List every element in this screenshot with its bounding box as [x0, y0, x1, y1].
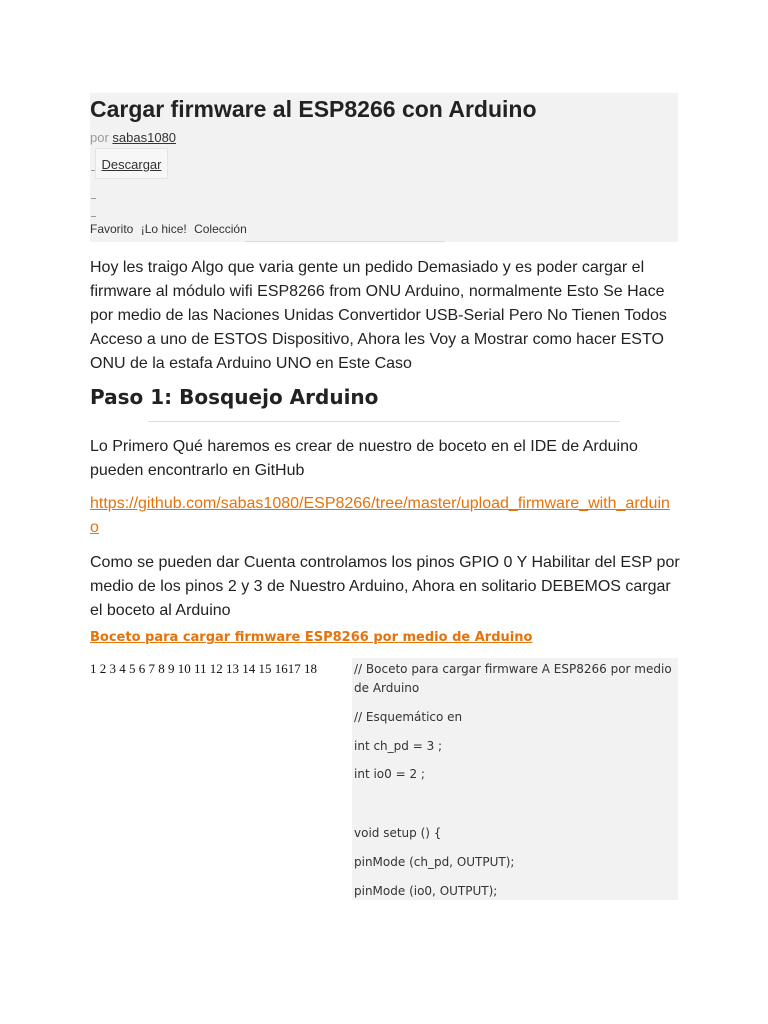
favorite-action[interactable]: Favorito [90, 222, 134, 236]
code-line: // Esquemático en [354, 710, 463, 724]
step-title: Paso 1: Bosquejo Arduino [90, 385, 379, 409]
code-line: pinMode (ch_pd, OUTPUT); [354, 855, 515, 869]
code-block [352, 658, 678, 900]
article-title: Cargar firmware al ESP8266 con Arduino [90, 96, 537, 122]
article-actions [90, 222, 251, 236]
by-label: por [90, 130, 109, 145]
code-line: int io0 = 2 ; [354, 767, 425, 781]
divider [245, 241, 445, 242]
code-line: int ch_pd = 3 ; [354, 739, 443, 753]
github-link[interactable]: https://github.com/sabas1080/ESP8266/tree/master/upload_firmware_with_arduino [90, 495, 670, 536]
step-paragraph: Lo Primero Qué haremos es crear de nuestro de boceto en el IDE de Arduino pueden encontrarlo en GitHub [90, 438, 638, 479]
code-line: // Boceto para cargar firmware A ESP8266 por medio de Arduino [354, 662, 676, 695]
code-line: pinMode (io0, OUTPUT); [354, 884, 498, 898]
author-link[interactable]: sabas1080 [112, 130, 177, 145]
divider [148, 421, 620, 422]
step-paragraph-2: Como se pueden dar Cuenta controlamos los pinos GPIO 0 Y Habilitar del ESP por medio de los pinos 2 y 3 de Nuestro Arduino, Ahora en solitario DEBEMOS cargar el boceto al Arduino [90, 554, 680, 619]
byline [90, 130, 176, 145]
intro-paragraph: Hoy les traigo Algo que varia gente un pedido Demasiado y es poder cargar el firmware al módulo wifi ESP8266 from ONU Arduino, normalmente Esto Se Hace por medio de las Naciones Unidas Convertidor USB-Serial Pero No Tienen Todos Acceso a uno de ESTOS Dispositivo, Ahora les Voy a Mostrar como hacer ESTO ONU de la estafa Arduino UNO en Este Caso [90, 259, 667, 372]
code-file-link[interactable]: Boceto para cargar firmware ESP8266 por medio de Arduino [90, 630, 533, 645]
divider-mark [91, 216, 96, 217]
collection-action[interactable]: Colección [194, 222, 247, 236]
i-made-it-action[interactable]: ¡Lo hice! [140, 222, 187, 236]
line-numbers: 1 2 3 4 5 6 7 8 9 10 11 12 13 14 15 1617 18 [90, 661, 318, 676]
code-line: void setup () { [354, 826, 442, 840]
download-button[interactable]: Descargar [95, 148, 168, 179]
divider-mark [91, 198, 96, 199]
